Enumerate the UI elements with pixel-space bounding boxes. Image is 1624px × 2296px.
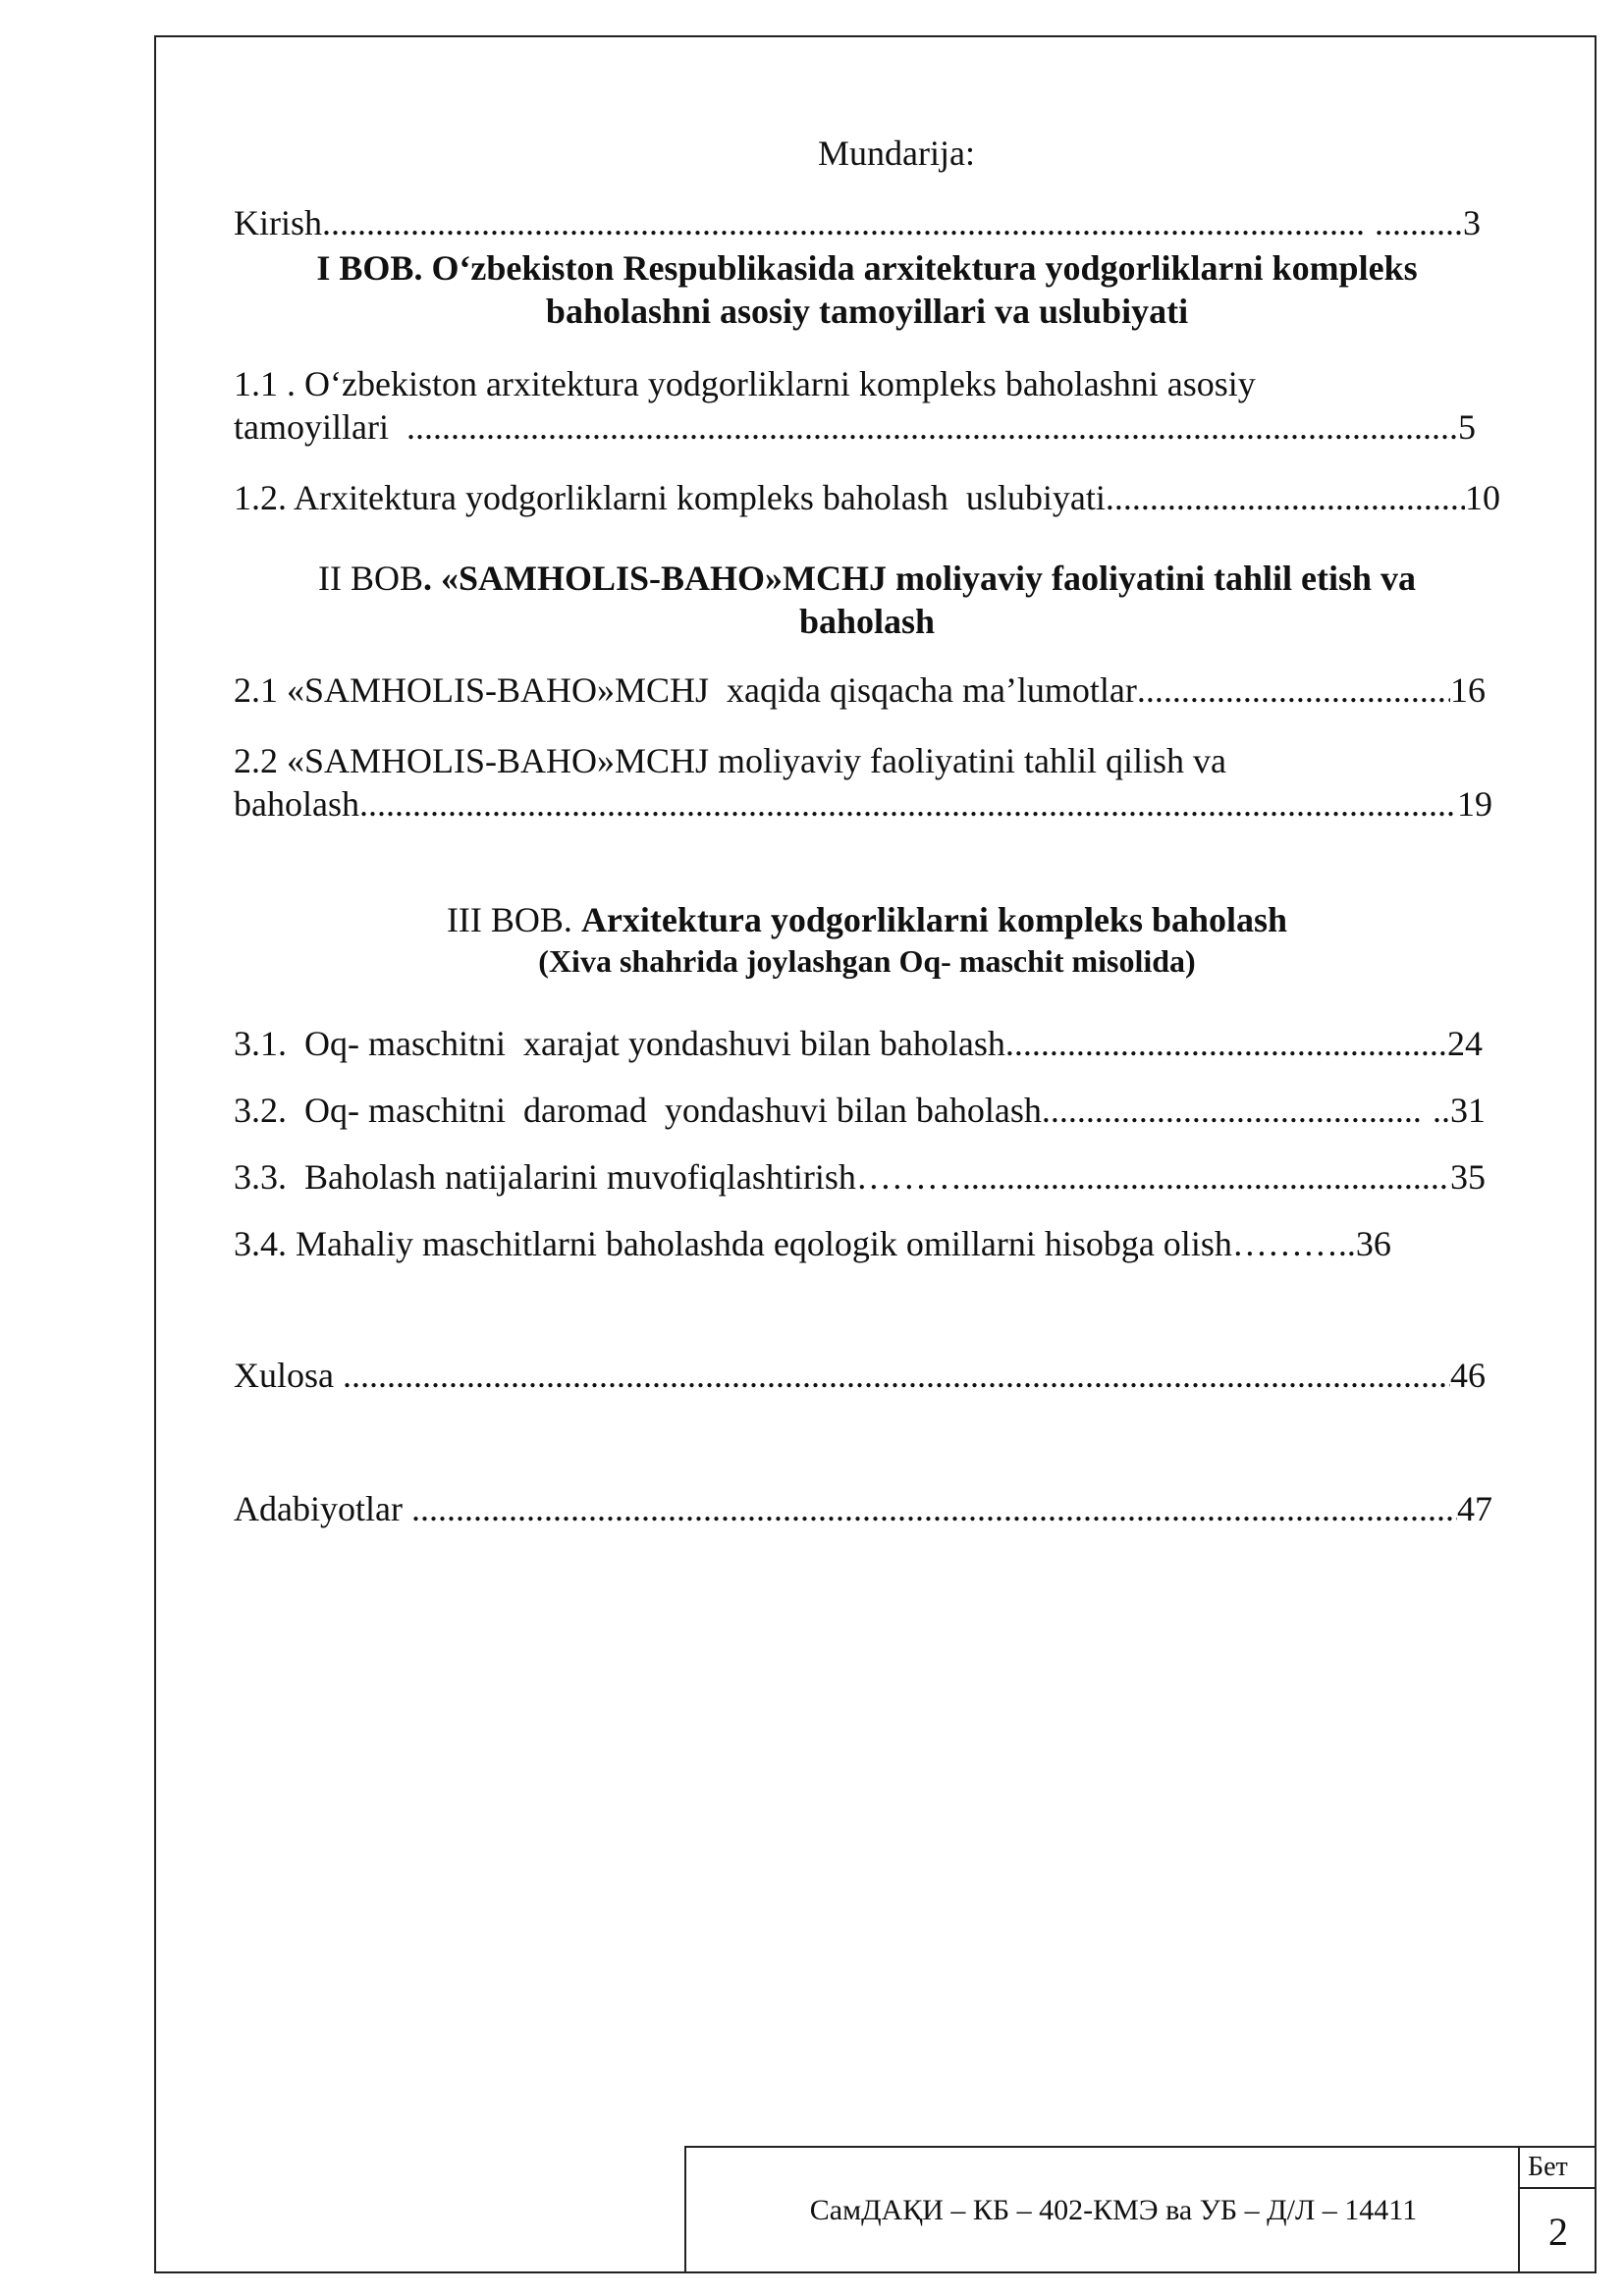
dot-leader	[411, 1487, 1457, 1530]
chapter-title: Arxitektura yodgorliklarni kompleks baholash	[580, 900, 1288, 939]
toc-entry-page: 16	[1450, 670, 1486, 710]
document-code: СамДАҚИ – КБ – 402-КМЭ ва УБ – Д/Л – 14411	[809, 2194, 1418, 2226]
toc-entry-label: 3.2. Oq- maschitni daromad yondashuvi bilan baholash	[234, 1091, 1042, 1130]
toc-entry-1-2	[234, 476, 1500, 519]
toc-entry-conclusion	[234, 1354, 1486, 1397]
toc-entry-1-1	[234, 362, 1500, 449]
toc-entry-page: ..31	[1424, 1091, 1486, 1130]
toc-entry-page: 35	[1450, 1157, 1486, 1197]
toc-entry-label: Adabiyotlar	[234, 1489, 411, 1528]
page-title: Mundarija:	[818, 133, 975, 173]
chapter-heading-line: baholashni asosiy tamoyillari va uslubiyati	[545, 292, 1189, 331]
dot-leader	[406, 405, 1458, 449]
chapter-heading-line	[234, 557, 1500, 600]
toc-entry-page: 10	[1465, 478, 1500, 517]
toc-entry-2-1	[234, 668, 1486, 712]
dot-leader	[322, 201, 1366, 244]
toc-entry-label: 3.3. Baholash natijalarini muvofiqlashtirish………	[234, 1157, 962, 1197]
chapter-heading-line: I BOB. O‘zbekiston Respublikasida arxitektura yodgorliklarni kompleks	[316, 248, 1418, 288]
toc-entry-page	[1366, 201, 1375, 244]
toc-entry-page: 46	[1450, 1356, 1486, 1395]
chapter-heading-3	[234, 898, 1500, 941]
toc-entry-label: 1.1 . O‘zbekiston arxitektura yodgorliklarni kompleks baholashni asosiy	[234, 364, 1256, 403]
toc-entry-3-1	[234, 1022, 1483, 1065]
dot-leader	[1042, 1089, 1424, 1132]
toc-entry-label: tamoyillari	[234, 407, 406, 447]
toc-entry-page: ..........3	[1375, 203, 1481, 242]
dot-leader	[359, 782, 1457, 826]
toc-entry-line	[234, 782, 1492, 826]
toc-entry-page: 36	[1355, 1224, 1391, 1263]
chapter-title: . «SAMHOLIS-BAHO»MCHJ moliyaviy faoliyatini tahlil etish va	[422, 559, 1417, 598]
chapter-heading-1	[234, 246, 1500, 333]
page-label: Бет	[1520, 2148, 1597, 2189]
toc-entry-page: 5	[1458, 407, 1476, 447]
toc-entry-intro	[234, 201, 1481, 244]
toc-entry-label: 2.1 «SAMHOLIS-BAHO»MCHJ xaqida qisqacha ma’lumotlar	[234, 670, 1137, 710]
chapter-heading-line	[234, 898, 1500, 941]
toc-entry-label: Xulosa	[234, 1356, 343, 1395]
toc-entry-3-3	[234, 1155, 1486, 1199]
toc-entry-label: 3.1. Oq- maschitni xarajat yondashuvi bilan baholash	[234, 1024, 1005, 1063]
chapter-heading-2	[234, 557, 1500, 643]
page-number-box	[1518, 2148, 1597, 2273]
title-block	[684, 2146, 1597, 2273]
toc-entry-label: 1.2. Arxitektura yodgorliklarni kompleks baholash uslubiyati	[234, 478, 1106, 517]
toc-entry-page: 24	[1447, 1024, 1483, 1063]
dot-leader	[962, 1155, 1450, 1199]
dot-leader	[1005, 1022, 1447, 1065]
table-of-contents	[234, 133, 1500, 1530]
toc-entry-label: 2.2 «SAMHOLIS-BAHO»MCHJ moliyaviy faoliyatini tahlil qilish va	[234, 741, 1226, 780]
toc-entry-references	[234, 1487, 1492, 1530]
toc-entry-3-4	[234, 1222, 1500, 1265]
chapter-subtitle: (Xiva shahrida joylashgan Oq- maschit misolida)	[538, 943, 1196, 979]
dot-leader	[1137, 668, 1450, 712]
toc-entry-label: baholash	[234, 784, 359, 824]
dot-leader	[1106, 476, 1465, 519]
toc-entry-label: 3.4. Mahaliy maschitlarni baholashda eqologik omillarni hisobga olish………..	[234, 1224, 1356, 1263]
toc-entry-page: 47	[1457, 1489, 1492, 1528]
toc-entry-label: Kirish	[234, 203, 322, 242]
dot-leader	[343, 1354, 1450, 1397]
chapter-prefix: III BOB.	[446, 900, 581, 939]
toc-entry-3-2	[234, 1089, 1486, 1132]
chapter-heading-line: baholash	[798, 602, 936, 641]
page-number: 2	[1548, 2210, 1568, 2254]
toc-entry-line	[234, 405, 1476, 449]
chapter-prefix: II BOB	[317, 559, 423, 598]
toc-entry-page: 19	[1457, 784, 1492, 824]
toc-entry-2-2	[234, 739, 1500, 826]
